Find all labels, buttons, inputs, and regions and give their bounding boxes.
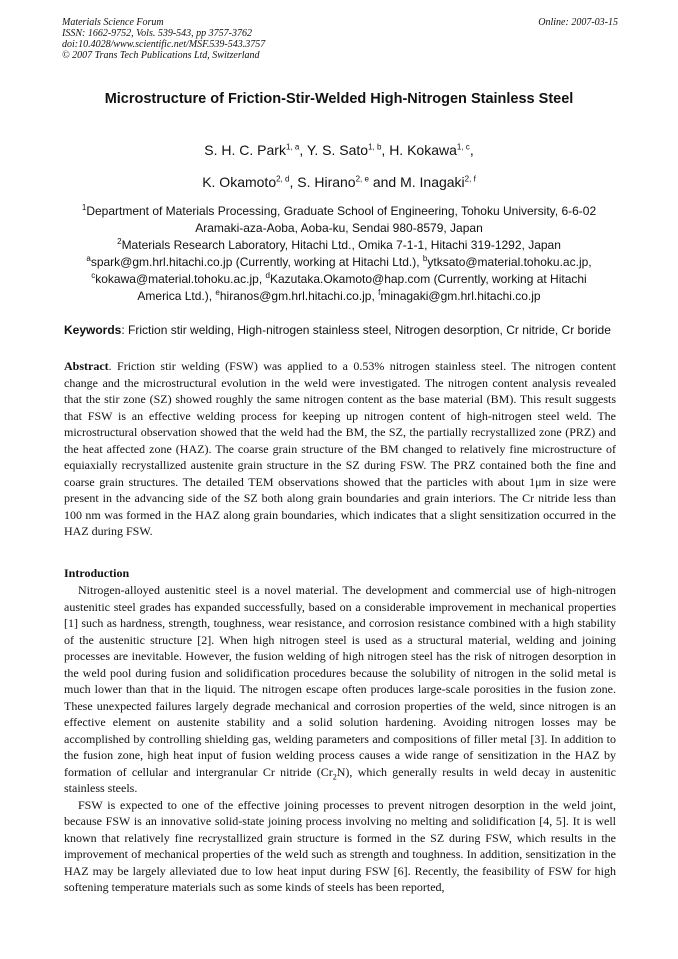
paragraph: [64, 582, 616, 797]
author-separator: ,: [469, 142, 474, 158]
email-mark: e: [215, 288, 220, 297]
abstract: [64, 358, 616, 540]
keywords: [64, 323, 624, 337]
affil-mark: 1: [81, 203, 87, 212]
affiliation-text: Materials Research Laboratory, Hitachi Ltd., Omika 7-1-1, Hitachi 319-1292, Japan: [121, 238, 561, 252]
email-link[interactable]: ytksato@material.tohoku.ac.jp,: [427, 255, 592, 269]
email-link[interactable]: hiranos@gm.hrl.hitachi.co.jp,: [219, 289, 379, 303]
email-mark: f: [378, 288, 381, 297]
affiliation-1: [60, 203, 618, 220]
affil-mark: 2: [117, 237, 122, 246]
email-mark: b: [422, 254, 428, 263]
author-affil-mark: 1, b: [368, 142, 382, 152]
doi-line: doi:10.4028/www.scientific.net/MSF.539-543.3757: [62, 39, 266, 50]
author-affil-mark: 2, d: [276, 174, 290, 184]
email-link[interactable]: kokawa@material.tohoku.ac.jp,: [95, 272, 266, 286]
author-name: , Y. S. Sato: [299, 142, 369, 158]
issn-line: ISSN: 1662-9752, Vols. 539-543, pp 3757-3762: [62, 28, 252, 39]
email-link[interactable]: spark@gm.hrl.hitachi.co.jp (Currently, working at Hitachi Ltd.),: [90, 255, 423, 269]
author-affil-mark: 1, a: [285, 142, 300, 152]
author-affil-mark: 2, e: [355, 174, 369, 184]
author-name: , H. Kokawa: [381, 142, 457, 158]
affiliation-text: Department of Materials Processing, Graduate School of Engineering, Tohoku University, 6-6-02: [86, 204, 597, 218]
online-date: Online: 2007-03-15: [538, 17, 618, 28]
keywords-text: : Friction stir welding, High-nitrogen stainless steel, Nitrogen desorption, Cr nitride, Cr boride: [121, 323, 611, 337]
copyright-line: © 2007 Trans Tech Publications Ltd, Switzerland: [62, 50, 260, 61]
affiliation-1-address: Aramaki-aza-Aoba, Aoba-ku, Sendai 980-8579, Japan: [195, 221, 483, 235]
author-affil-mark: 1, c: [456, 142, 470, 152]
author-line-2: [40, 174, 638, 190]
author-name: , S. Hirano: [289, 174, 356, 190]
paragraph-text: N), which generally results in weld decay in austenitic stainless steels.: [64, 764, 616, 795]
journal-name: Materials Science Forum: [62, 17, 164, 28]
author-name: and M. Inagaki: [368, 174, 465, 190]
author-name: S. H. C. Park: [204, 142, 286, 158]
paragraph: FSW is expected to one of the effective joining processes to prevent nitrogen desorption in the weld joint, because FSW is an innovative solid-state joining process involving no melting and solidification [4, 5]. It is well known that relatively fine recrystallized grain structure is formed in the SZ during FSW, which results in the improvement of mechanical properties of the weld such as strength and toughness. In addition, sensitization in the HAZ may be largely alleviated due to low heat input during FSW [6]. Recently, the feasibility of FSW for high softening temperature materials such as some kinds of steels has been reported,: [64, 797, 616, 894]
abstract-text: . Friction stir welding (FSW) was applied to a 0.53% nitrogen stainless steel. The nitrogen content change and the microstructural evolution in the weld were investigated. The nitrogen content analysis revealed that the stir zone (SZ) showed roughly the same nitrogen content as the base material (BM). This result suggests that FSW is an effective welding process for keeping up nitrogen content of high-nitrogen steel weld. The microstructural observation showed that the weld had the BM, the SZ, the partially recrystallized zone (PRZ) and the heat affected zone (HAZ). The coarse grain structure of the BM changed to relatively fine microstructure of equiaxially recrystallized austenite grain structure in the SZ during FSW. The PRZ contained both the fine and coarse grain structures. The detailed TEM observations showed that the particles with about 1μm in size were present in the advancing side of the SZ both along grain boundaries and grain interiors. The Cr nitride less than 100 nm was formed in the HAZ along grain boundaries, which indicates that a slight sensitization occurred in the HAZ during FSW.: [64, 359, 616, 538]
paper-title: Microstructure of Friction-Stir-Welded High-Nitrogen Stainless Steel: [104, 91, 574, 107]
affiliations: [60, 203, 618, 305]
email-line-2: [60, 271, 618, 288]
author-name: K. Okamoto: [202, 174, 277, 190]
keywords-label: Keywords: [64, 323, 122, 337]
email-link[interactable]: minagaki@gm.hrl.hitachi.co.jp: [380, 289, 541, 303]
affiliation-text: America Ltd.),: [137, 289, 216, 303]
affiliation-2: [60, 237, 618, 254]
author-line-1: [40, 142, 638, 158]
email-line-3: [60, 288, 618, 305]
paragraph-text: Nitrogen-alloyed austenitic steel is a novel material. The development and commercial use of high-nitrogen austenitic steel grades has expanded successfully, based on a considerable improvement in mechanical properties [1] such as hardness, strength, toughness, wear resistance, and corrosion resistance combined with a high stability of the austenitic structure [2]. When high nitrogen steel is used as a structural material, welding and joining processes are inevitable. However, the fusion welding of high nitrogen steel has the risk of nitrogen desorption in the weld pool during fusion and solidification procedures because the solubility of nitrogen in the solid metal is much lower than that in the liquid. The nitrogen escape often produces large-scale porosities in the fusion zone. These unexpected failures largely degrade mechanical and corrosion properties of the weld, since nitrogen is an effective element on austenite stability and a solid solution hardening. Avoiding nitrogen losses may be accomplished by controlling shielding gas, welding parameters and compositions of filler metal [3]. In addition to the fusion zone, high heat input of fusion welding process causes a wide range of sensitization in the HAZ by formation of cellular and intergranular Cr nitride (Cr: [64, 583, 616, 779]
email-mark: a: [86, 254, 91, 263]
section-heading-introduction: Introduction: [64, 566, 130, 580]
subscript: 2: [332, 771, 337, 781]
email-line-1: [60, 254, 618, 271]
introduction-body: [64, 582, 616, 896]
email-mark: c: [91, 271, 96, 280]
email-link[interactable]: Kazutaka.Okamoto@hap.com (Currently, working at Hitachi: [269, 272, 587, 286]
email-mark: d: [265, 271, 270, 280]
author-affil-mark: 2, f: [464, 174, 476, 184]
abstract-label: Abstract: [64, 359, 109, 373]
journal-header: [62, 17, 618, 61]
